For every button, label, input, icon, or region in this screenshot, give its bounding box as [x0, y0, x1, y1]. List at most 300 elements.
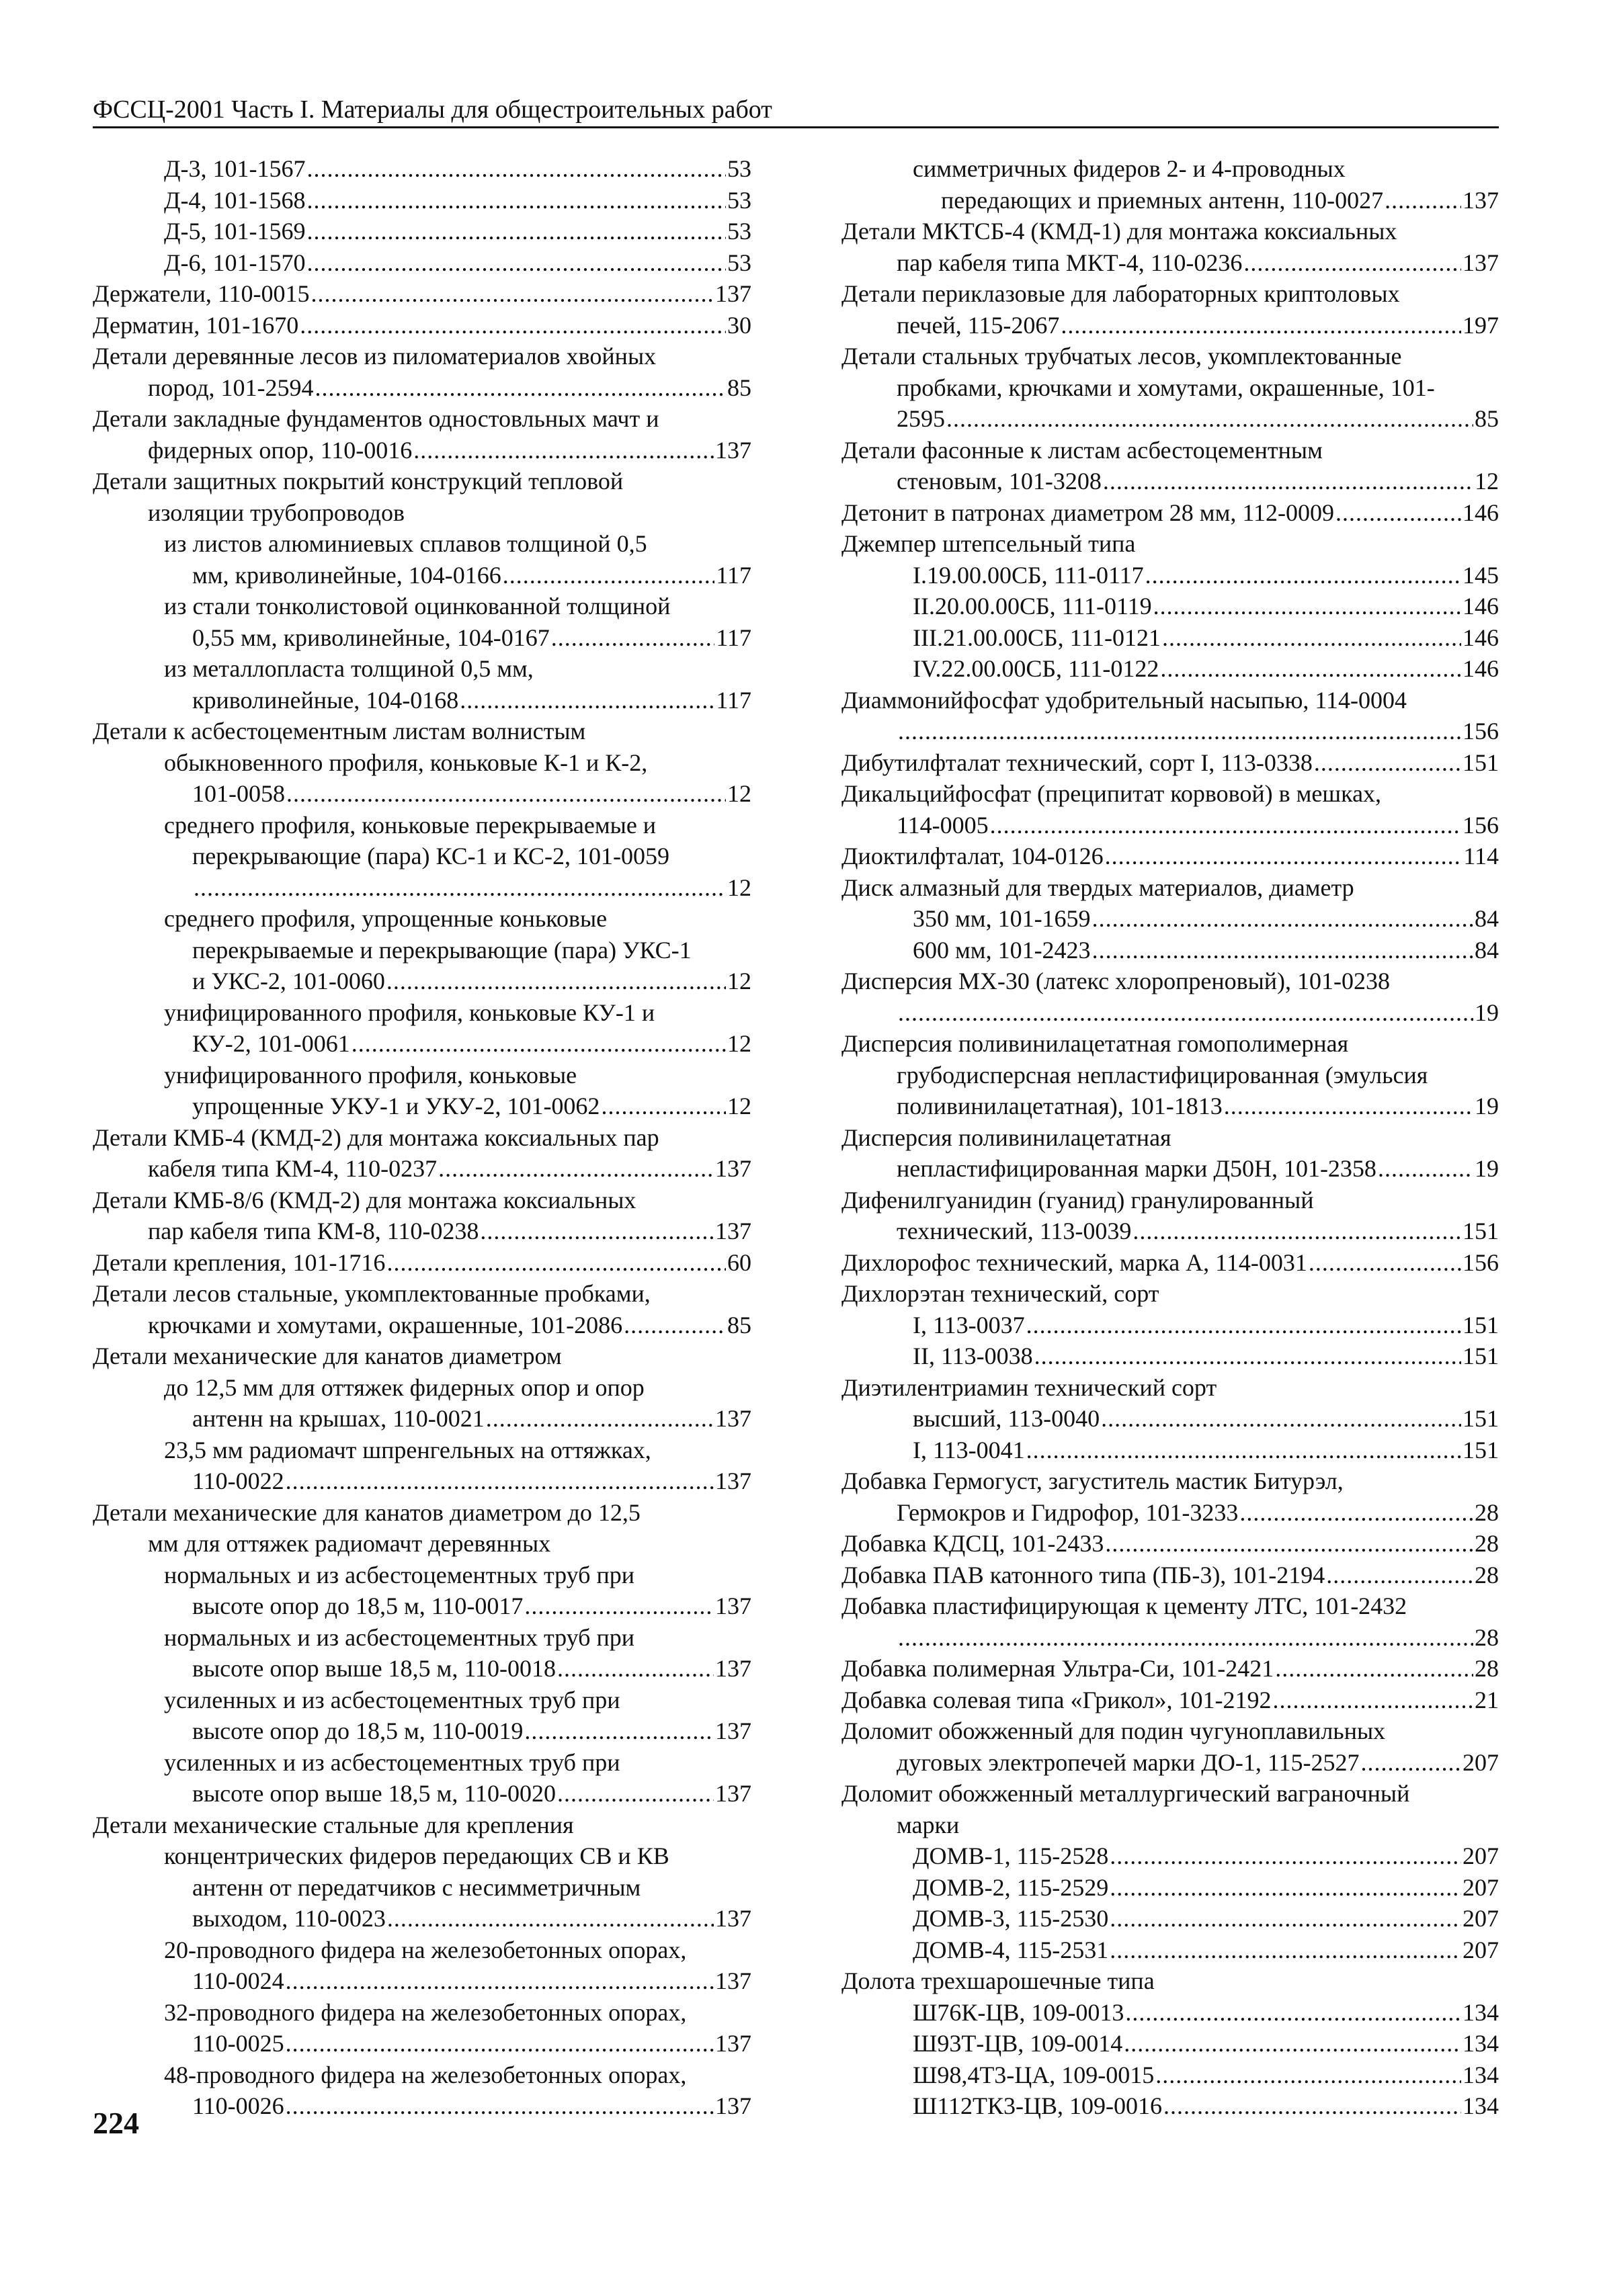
index-entry-text: Ш93Т-ЦВ, 109-0014: [913, 2030, 1123, 2057]
index-entry-page: 134: [1463, 2092, 1499, 2119]
index-entry: [93, 1685, 751, 1716]
index-entry-page: 137: [715, 1592, 751, 1619]
index-entry: [93, 1872, 751, 1904]
index-entry-page: 114: [1463, 843, 1499, 869]
index-entry-text: Дисперсия МХ-30 (латекс хлоропреновый), 101-0238: [841, 968, 1391, 994]
dot-leader: [624, 1310, 726, 1341]
index-entry: [93, 1278, 751, 1310]
dot-leader: [898, 1622, 1473, 1654]
index-entry-text: высоте опор до 18,5 м, 110-0017: [192, 1592, 524, 1619]
index-entry-text: из стали тонколистовой оцинкованной толщиной: [164, 593, 671, 620]
index-entry-text: среднего профиля, упрощенные коньковые: [164, 905, 608, 932]
index-entry-page: 151: [1463, 1343, 1499, 1369]
index-entry-text: Дисперсия поливинилацетатная: [841, 1123, 1171, 1151]
index-entry: [841, 1653, 1499, 1685]
index-entry: [841, 591, 1499, 622]
index-entry: [93, 1747, 751, 1779]
index-entry: [93, 685, 751, 716]
index-entry-page: 151: [1463, 1405, 1499, 1432]
index-entry-text: симметричных фидеров 2- и 4-проводных: [913, 155, 1346, 182]
index-entry: [841, 716, 1499, 747]
index-entry-text: Добавка солевая типа «Грикол», 101-2192: [841, 1686, 1272, 1713]
index-entry-text: Детали механические для канатов диаметром: [93, 1343, 562, 1369]
index-entry-text: 110-0024: [192, 1967, 284, 1994]
dot-leader: [387, 1903, 714, 1934]
index-entry-page: 137: [715, 1405, 751, 1432]
dot-leader: [286, 2090, 714, 2122]
index-entry-text: усиленных и из асбестоцементных труб при: [164, 1686, 620, 1713]
dot-leader: [1101, 1403, 1461, 1435]
index-entry-text: унифицированного профиля, коньковые: [164, 1061, 577, 1089]
index-entry-page: 151: [1463, 1436, 1499, 1463]
index-entry-page: 12: [727, 1093, 751, 1119]
index-entry-page: 137: [715, 280, 751, 307]
index-entry-page: 137: [715, 2092, 751, 2119]
index-entry-page: 137: [715, 1655, 751, 1682]
index-entry-text: нормальных и из асбестоцементных труб при: [164, 1561, 635, 1588]
index-entry-text: Диэтилентриамин технический сорт: [841, 1373, 1217, 1401]
index-entry-page: 19: [1475, 998, 1499, 1026]
index-entry: [841, 372, 1499, 404]
index-entry-text: усиленных и из асбестоцементных труб при: [164, 1748, 620, 1776]
index-entry-text: Детали стальных трубчатых лесов, укомплектованные: [841, 343, 1402, 370]
index-entry: [841, 872, 1499, 904]
index-entry-page: 137: [715, 1155, 751, 1182]
index-entry-text: Д-6, 101-1570: [164, 249, 306, 276]
index-entry-page: 19: [1475, 1093, 1499, 1119]
index-entry-text: Дикальцийфосфат (преципитат корвовой) в мешках,: [841, 780, 1382, 807]
index-entry-page: 197: [1463, 311, 1499, 339]
index-entry: [841, 1372, 1499, 1404]
index-entry-page: 156: [1463, 1248, 1499, 1276]
index-entry-text: упрощенные УКУ-1 и УКУ-2, 101-0062: [192, 1093, 600, 1119]
index-entry-text: Добавка полимерная Ультра-Си, 101-2421: [841, 1655, 1274, 1682]
index-entry-text: поливинилацетатная), 101-1813: [897, 1093, 1223, 1119]
index-entry: [93, 216, 751, 247]
index-entry-text: Детали фасонные к листам асбестоцементным: [841, 436, 1323, 464]
index-entry: [93, 1341, 751, 1372]
index-entry: [841, 1560, 1499, 1591]
index-entry: [93, 341, 751, 372]
index-entry: [93, 497, 751, 529]
index-entry-text: II.20.00.00СБ, 111-0119: [913, 593, 1152, 620]
dot-leader: [1314, 747, 1461, 779]
index-entry-page: 146: [1463, 624, 1499, 651]
dot-leader: [898, 997, 1473, 1029]
dot-leader: [1092, 935, 1473, 966]
dot-leader: [286, 1465, 714, 1497]
index-entry-text: 23,5 мм радиомачт шпренгельных на оттяжках,: [164, 1436, 651, 1463]
index-entry: [841, 1122, 1499, 1154]
index-entry-text: высоте опор выше 18,5 м, 110-0018: [192, 1655, 556, 1682]
dot-leader: [1103, 466, 1473, 497]
index-entry: [93, 997, 751, 1029]
dot-leader: [311, 278, 714, 310]
dot-leader: [1160, 653, 1461, 685]
dot-leader: [1124, 2028, 1461, 2059]
dot-leader: [524, 1715, 714, 1747]
index-entry-text: 114-0005: [897, 811, 989, 839]
index-entry-text: Диоктилфталат, 104-0126: [841, 843, 1104, 869]
index-entry: [93, 1903, 751, 1934]
index-entry-page: 134: [1463, 1998, 1499, 2026]
index-entry-page: 207: [1463, 1936, 1499, 1963]
index-entry-text: концентрических фидеров передающих СВ и КВ: [164, 1842, 669, 1869]
index-entry-page: 12: [727, 780, 751, 807]
index-entry: [841, 1216, 1499, 1247]
dot-leader: [286, 1965, 714, 1997]
index-entry-text: среднего профиля, коньковые перекрываемые и: [164, 811, 657, 839]
dot-leader: [1110, 1840, 1461, 1872]
index-entry: [841, 778, 1499, 810]
index-entry: [841, 903, 1499, 935]
index-entry-text: I.19.00.00СБ, 111-0117: [913, 561, 1144, 589]
index-entry: [841, 1310, 1499, 1341]
index-entry: [841, 2090, 1499, 2122]
index-entry-page: 12: [727, 968, 751, 994]
index-entry-text: ДОМВ-4, 115-2531: [913, 1936, 1109, 1963]
index-entry: [841, 1435, 1499, 1466]
index-entry: [841, 810, 1499, 841]
dot-leader: [990, 810, 1461, 841]
index-entry: [841, 1997, 1499, 2029]
index-entry-text: Ш98,4Т3-ЦА, 109-0015: [913, 2061, 1155, 2088]
index-entry-page: 146: [1463, 593, 1499, 620]
index-entry-page: 137: [1463, 186, 1499, 214]
dot-leader: [386, 1247, 726, 1279]
dot-leader: [1105, 1528, 1473, 1560]
index-entry: [841, 1903, 1499, 1934]
index-entry-text: до 12,5 мм для оттяжек фидерных опор и опор: [164, 1373, 645, 1401]
dot-leader: [1125, 1997, 1461, 2029]
index-entry: [841, 247, 1499, 279]
index-entry: [841, 466, 1499, 497]
index-entry-text: пробками, крючками и хомутами, окрашенные, 101-: [897, 374, 1435, 401]
index-entry-text: кабеля типа КМ-4, 110-0237: [148, 1155, 438, 1182]
index-entry: [841, 1622, 1499, 1654]
index-entry-text: Детали деревянные лесов из пиломатериалов хвойных: [93, 343, 657, 370]
index-entry-page: 28: [1475, 1623, 1499, 1651]
index-entry-text: высший, 113-0040: [913, 1405, 1100, 1432]
dot-leader: [1163, 2090, 1461, 2122]
index-entry-text: из листов алюминиевых сплавов толщиной 0,5: [164, 530, 647, 557]
index-entry-page: 19: [1475, 1155, 1499, 1182]
index-entry-text: и УКС-2, 101-0060: [192, 968, 385, 994]
index-entry-text: Дихлорэтан технический, сорт: [841, 1280, 1159, 1307]
index-column-right: [841, 153, 1499, 2122]
index-entry-text: 0,55 мм, криволинейные, 104-0167: [192, 624, 550, 651]
dot-leader: [1026, 1435, 1461, 1466]
index-entry-text: II, 113-0038: [913, 1343, 1033, 1369]
dot-leader: [307, 153, 726, 185]
index-entry-page: 145: [1463, 561, 1499, 589]
index-entry: [93, 1560, 751, 1591]
dot-leader: [286, 778, 726, 810]
index-entry: [93, 1840, 751, 1872]
index-entry-text: крючками и хомутами, окрашенные, 101-2086: [148, 1311, 623, 1338]
index-entry: [93, 747, 751, 779]
index-entry: [93, 247, 751, 279]
dot-leader: [1110, 1872, 1461, 1904]
dot-leader: [1162, 622, 1461, 654]
index-entry-page: 60: [727, 1248, 751, 1276]
index-entry: [841, 1590, 1499, 1622]
index-entry-text: Добавка КДСЦ, 101-2433: [841, 1530, 1104, 1557]
index-entry-text: антенн на крышах, 110-0021: [192, 1405, 485, 1432]
dot-leader: [486, 1403, 714, 1435]
index-entry: [93, 1216, 751, 1247]
dot-leader: [1309, 1247, 1461, 1279]
index-entry: [93, 310, 751, 341]
index-entry-page: 85: [727, 374, 751, 401]
index-entry: [93, 185, 751, 216]
index-entry-text: Ш76К-ЦВ, 109-0013: [913, 1998, 1124, 2026]
running-header: ФССЦ-2001 Часть I. Материалы для общестроительных работ: [93, 94, 1499, 128]
index-entry-text: 110-0022: [192, 1468, 284, 1494]
dot-leader: [551, 622, 715, 654]
index-entry-text: Детали КМБ-8/6 (КМД-2) для монтажа коксиальных: [93, 1186, 636, 1214]
index-entry: [841, 1341, 1499, 1372]
index-entry-page: 53: [727, 155, 751, 182]
index-entry-text: изоляции трубопроводов: [148, 499, 405, 526]
index-entry-text: Детали закладные фундаментов одностовльных мачт и: [93, 405, 659, 432]
index-entry: [841, 2028, 1499, 2059]
index-entry-text: грубодисперсная непластифицированная (эмульсия: [897, 1061, 1428, 1089]
index-entry: [93, 2059, 751, 2091]
index-entry-text: передающих и приемных антенн, 110-0027: [941, 186, 1384, 214]
index-entry-text: 48-проводного фидера на железобетонных опорах,: [164, 2061, 687, 2088]
index-entry-text: ДОМВ-3, 115-2530: [913, 1905, 1109, 1932]
index-entry: [93, 2090, 751, 2122]
index-entry-text: ДОМВ-1, 115-2528: [913, 1842, 1109, 1869]
index-entry: [93, 622, 751, 654]
dot-leader: [503, 560, 715, 591]
index-entry-text: Детали МКТСБ-4 (КМД-1) для монтажа коксиальных: [841, 218, 1397, 245]
index-entry-text: Детали к асбестоцементным листам волнистым: [93, 718, 586, 745]
index-entry: [841, 216, 1499, 247]
index-entry: [93, 1965, 751, 1997]
index-entry-text: Ш112ТК3-ЦВ, 109-0016: [913, 2092, 1162, 2119]
dot-leader: [1239, 1497, 1473, 1529]
index-entry-text: печей, 115-2067: [897, 311, 1060, 339]
index-entry-text: Джемпер штепсельный типа: [841, 530, 1136, 557]
index-entry-text: унифицированного профиля, коньковые КУ-1 и: [164, 998, 655, 1026]
index-entry: [93, 1497, 751, 1529]
index-entry: [93, 935, 751, 966]
index-entry: [841, 685, 1499, 716]
index-entry-text: 350 мм, 101-1659: [913, 905, 1091, 932]
dot-leader: [1326, 1560, 1473, 1591]
dot-leader: [307, 216, 726, 247]
index-entry-page: 137: [715, 1218, 751, 1244]
index-entry-text: дуговых электропечей марки ДО-1, 115-2527: [897, 1748, 1360, 1776]
index-entry-page: 84: [1475, 936, 1499, 964]
index-entry-page: 137: [715, 2030, 751, 2057]
index-entry-page: 84: [1475, 905, 1499, 932]
index-entry-text: Доломит обожженный для подин чугуноплавильных: [841, 1717, 1386, 1744]
index-entry: [841, 153, 1499, 185]
index-entry: [93, 716, 751, 747]
index-entry: [841, 528, 1499, 560]
index-entry-text: марки: [897, 1811, 960, 1838]
index-entry: [93, 778, 751, 810]
dot-leader: [1385, 185, 1461, 216]
index-entry-page: 137: [715, 436, 751, 464]
index-entry: [93, 1435, 751, 1466]
index-entry-text: 20-проводного фидера на железобетонных опорах,: [164, 1936, 687, 1963]
index-entry: [841, 1091, 1499, 1122]
index-entry: [841, 1715, 1499, 1747]
index-entry-text: пар кабеля типа КМ-8, 110-0238: [148, 1218, 479, 1244]
index-entry: [93, 1028, 751, 1060]
dot-leader: [524, 1590, 714, 1622]
index-entry-text: Диаммонийфосфат удобрительный насыпью, 114-0004: [841, 686, 1407, 714]
index-entry-page: 151: [1463, 1311, 1499, 1338]
index-entry: [841, 1872, 1499, 1904]
index-entry: [841, 185, 1499, 216]
dot-leader: [1155, 2059, 1461, 2091]
index-entry-text: ДОМВ-2, 115-2529: [913, 1873, 1109, 1901]
index-entry: [93, 1778, 751, 1810]
index-entry-text: 600 мм, 101-2423: [913, 936, 1091, 964]
index-entry-text: выходом, 110-0023: [192, 1905, 386, 1932]
index-entry-page: 207: [1463, 1842, 1499, 1869]
index-entry: [93, 1622, 751, 1654]
index-entry: [93, 903, 751, 935]
index-entry-text: I, 113-0041: [913, 1436, 1025, 1463]
index-entry-page: 117: [716, 624, 751, 651]
index-entry-text: высоте опор до 18,5 м, 110-0019: [192, 1717, 524, 1744]
index-entry: [841, 1403, 1499, 1435]
index-entry: [841, 1528, 1499, 1560]
index-entry-page: 151: [1463, 749, 1499, 776]
index-entry-page: 137: [715, 1717, 751, 1744]
index-entry: [841, 497, 1499, 529]
dot-leader: [1026, 1310, 1461, 1341]
dot-leader: [286, 2028, 714, 2059]
index-entry-page: 207: [1463, 1905, 1499, 1932]
index-entry-page: 28: [1475, 1498, 1499, 1526]
dot-leader: [1092, 903, 1473, 935]
dot-leader: [352, 1028, 726, 1060]
index-entry-text: высоте опор выше 18,5 м, 110-0020: [192, 1780, 556, 1807]
index-entry-page: 53: [727, 186, 751, 214]
index-entry-text: пород, 101-2594: [148, 374, 314, 401]
index-entry-text: 110-0025: [192, 2030, 284, 2057]
index-entry-page: 28: [1475, 1561, 1499, 1588]
index-entry-page: 146: [1463, 655, 1499, 682]
index-entry: [841, 1747, 1499, 1779]
dot-leader: [601, 1091, 726, 1122]
index-entry-text: Детали крепления, 101-1716: [93, 1248, 386, 1276]
index-entry-text: пар кабеля типа МКТ-4, 110-0236: [897, 249, 1243, 276]
dot-leader: [315, 372, 726, 404]
index-entry-text: IV.22.00.00СБ, 111-0122: [913, 655, 1159, 682]
dot-leader: [946, 403, 1473, 435]
index-entry-text: Дерматин, 101-1670: [93, 311, 299, 339]
index-entry-page: 207: [1463, 1873, 1499, 1901]
index-entry: [841, 1965, 1499, 1997]
index-entry-text: I, 113-0037: [913, 1311, 1025, 1338]
index-entry-text: КУ-2, 101-0061: [192, 1030, 350, 1057]
index-entry: [841, 560, 1499, 591]
index-entry-text: технический, 113-0039: [897, 1218, 1132, 1244]
index-entry-text: Д-5, 101-1569: [164, 218, 306, 245]
index-entry-text: Детали механические для канатов диаметром до 12,5: [93, 1498, 641, 1526]
dot-leader: [1224, 1091, 1473, 1122]
index-entry-text: Держатели, 110-0015: [93, 280, 310, 307]
index-entry: [93, 872, 751, 904]
index-entry-text: Детонит в патронах диаметром 28 мм, 112-0009: [841, 499, 1335, 526]
index-entry: [841, 966, 1499, 997]
index-entry-text: Дифенилгуанидин (гуанид) гранулированный: [841, 1186, 1314, 1214]
index-entry-text: перекрывающие (пара) КС-1 и КС-2, 101-0059: [192, 843, 669, 869]
dot-leader: [1335, 497, 1461, 529]
index-entry: [841, 310, 1499, 341]
dot-leader: [557, 1653, 714, 1685]
index-entry: [841, 1934, 1499, 1966]
index-column-left: [93, 153, 751, 2122]
index-entry-page: 12: [1475, 468, 1499, 495]
index-entry: [93, 1247, 751, 1279]
index-entry: [93, 1153, 751, 1185]
dot-leader: [307, 247, 726, 279]
index-entry: [93, 591, 751, 622]
index-entry-page: 134: [1463, 2061, 1499, 2088]
index-entry: [93, 1997, 751, 2029]
index-entry-text: Гермокров и Гидрофор, 101-3233: [897, 1498, 1239, 1526]
dot-leader: [480, 1216, 714, 1247]
index-entry: [841, 341, 1499, 372]
index-entry-page: 207: [1463, 1748, 1499, 1776]
index-entry-text: Детали защитных покрытий конструкций тепловой: [93, 468, 624, 495]
dot-leader: [194, 872, 726, 904]
index-entry-text: мм, криволинейные, 104-0166: [192, 561, 501, 589]
index-entry-page: 156: [1463, 718, 1499, 745]
dot-leader: [300, 310, 726, 341]
index-entry: [93, 966, 751, 997]
index-entry-page: 137: [715, 1780, 751, 1807]
index-entry-page: 21: [1475, 1686, 1499, 1713]
index-entry: [93, 1185, 751, 1216]
index-entry-text: из металлопласта толщиной 0,5 мм,: [164, 655, 534, 682]
dot-leader: [1145, 560, 1461, 591]
index-entry-page: 53: [727, 218, 751, 245]
index-entry: [93, 372, 751, 404]
index-entry: [841, 622, 1499, 654]
dot-leader: [898, 716, 1461, 747]
index-entry-page: 137: [715, 1967, 751, 1994]
index-entry: [93, 153, 751, 185]
index-entry: [841, 1247, 1499, 1279]
index-entry: [841, 997, 1499, 1029]
dot-leader: [557, 1778, 714, 1810]
index-entry-page: 137: [715, 1905, 751, 1932]
index-entry: [93, 653, 751, 685]
index-entry-text: мм для оттяжек радиомачт деревянных: [148, 1530, 551, 1557]
index-entry-page: 117: [716, 561, 751, 589]
index-entry: [93, 1310, 751, 1341]
index-entry: [93, 528, 751, 560]
page-number: 224: [93, 2106, 139, 2140]
index-entry-text: антенн от передатчиков с несимметричным: [192, 1873, 641, 1901]
index-entry-text: Добавка ПАВ катонного типа (ПБ-3), 101-2194: [841, 1561, 1325, 1588]
index-entry: [841, 1185, 1499, 1216]
index-entry: [93, 841, 751, 872]
index-entry-page: 117: [716, 686, 751, 714]
index-entry: [93, 1528, 751, 1560]
index-entry-page: 28: [1475, 1655, 1499, 1682]
